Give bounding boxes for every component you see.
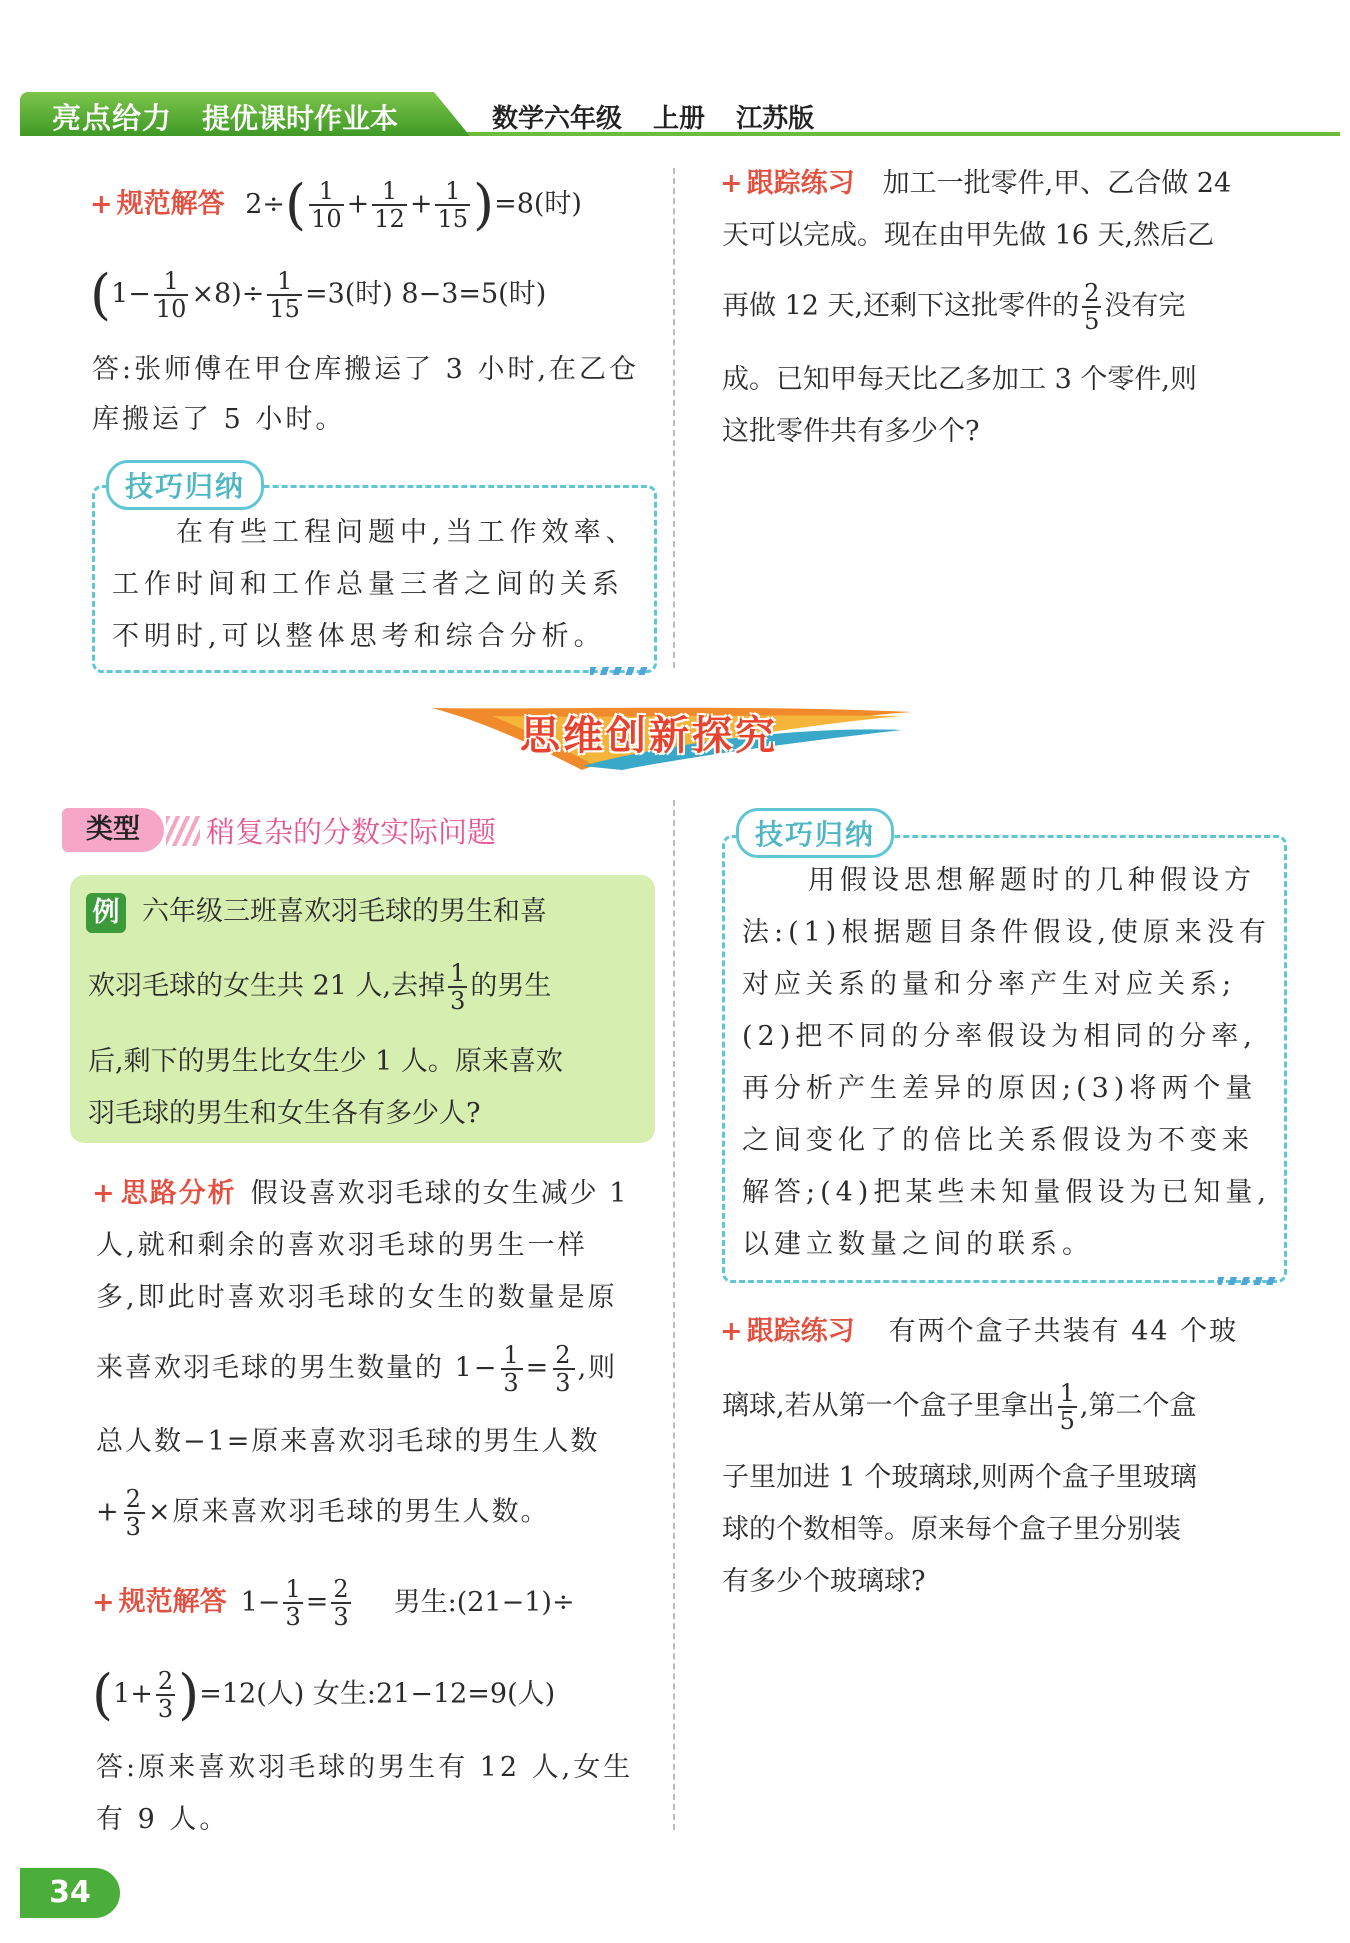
practice-2-text-1: 有两个盒子共装有 44 个玻 [888,1316,1239,1347]
fraction-1-15: $\frac{1}{15}$ [437,177,468,233]
plus-sign: + [409,188,433,220]
analysis-text-6: ×原来喜欢羽毛球的男生人数。 [147,1496,550,1528]
fraction-1-3: $\frac{1}{3}$ [450,959,466,1015]
plus-icon: + [92,1586,115,1618]
tip-tab-1: 技巧归纳 [106,460,264,510]
tip-2-line-7: 解答;(4)把某些未知量假设为已知量, [742,1177,1271,1208]
brand-name: 亮点给力 [52,101,173,135]
practice-1-text-3a: 再做 12 天,还剩下这批零件的 [722,290,1080,322]
fraction-2-5: $\frac{2}{5}$ [1084,279,1100,335]
practice-2-line-3: 子里加进 1 个玻璃球,则两个盒子里玻璃 [722,1462,1197,1493]
practice-2-line-1 [720,1306,1238,1358]
practice-2-line-5: 有多少个玻璃球? [722,1566,926,1597]
example-text-2b: 的男生 [470,970,552,1002]
series-name: 提优课时作业本 [202,102,399,135]
fraction-1-5: $\frac{1}{5}$ [1059,1379,1075,1435]
solution-label: 规范解答 [116,188,225,220]
times-eight: ×8)÷ [191,278,265,310]
column-divider-bottom [673,800,675,1830]
tip-1-line-3: 不明时,可以整体思考和综合分析。 [112,621,606,652]
type-tag: 类型 [62,808,164,852]
plus-icon: + [720,168,743,199]
example-text-2a: 欢羽毛球的女生共 21 人,去掉 [88,970,446,1002]
fraction-2-3: $\frac{2}{3}$ [157,1667,174,1723]
tip-2-line-3: 对应关系的量和分率产生对应关系; [742,969,1237,1000]
practice-1-line-5: 这批零件共有多少个? [722,416,980,447]
analysis-text-4b: ,则 [577,1352,618,1384]
solution-2-answer-2: 有 9 人。 [96,1804,230,1835]
fraction-1-3: $\frac{1}{3}$ [285,1575,301,1631]
answer-line-1: 答:张师傅在甲仓库搬运了 3 小时,在乙仓 [92,354,640,385]
practice-1-line-3 [722,280,1185,334]
fraction-1-3: $\frac{1}{3}$ [503,1341,521,1397]
page-number: 34 [20,1868,120,1918]
analysis-label: 思路分析 [120,1178,237,1209]
expr-prefix: 2÷ [245,188,286,220]
fraction-1-15: $\frac{1}{15}$ [269,267,300,323]
tip-1-line-2: 工作时间和工作总量三者之间的关系 [112,569,624,600]
plus-sign: + [96,1496,121,1528]
equals-sign: = [525,1352,551,1384]
tip-1-line-1: 在有些工程问题中,当工作效率、 [176,517,638,548]
type-slashes [166,816,200,846]
practice-1-line-2: 天可以完成。现在由甲先做 16 天,然后乙 [722,220,1215,251]
paren-open: ( [90,263,112,326]
plus-icon: + [720,1316,743,1347]
fraction-1-10: $\frac{1}{10}$ [155,267,187,323]
practice-1-line-1 [720,158,1231,210]
plus-sign: + [346,188,370,220]
fraction-2-3: $\frac{2}{3}$ [125,1485,143,1541]
solution-line-1 [90,173,582,236]
tip-tab-2: 技巧归纳 [736,808,894,858]
practice-2-text-2a: 璃球,若从第一个盒子里拿出 [722,1390,1055,1422]
analysis-text-4a: 来喜欢羽毛球的男生数量的 1− [96,1352,499,1384]
solution-2-text-2b: =12(人) 女生:21−12=9(人) [199,1678,556,1710]
tip-2-line-5: 再分析产生差异的原因;(3)将两个量 [742,1073,1258,1104]
expr-result-2: =3(时) 8−3=5(时) [304,278,547,310]
example-line-2 [88,960,551,1014]
plus-icon: + [92,1178,117,1209]
tip-2-line-2: 法:(1)根据题目条件假设,使原来没有 [742,917,1271,948]
paren-close: ) [178,1663,200,1726]
practice-1-text-1: 加工一批零件,甲、乙合做 24 [882,168,1232,199]
paren-open: ( [285,173,307,236]
analysis-line-3: 多,即此时喜欢羽毛球的女生的数量是原 [96,1282,618,1313]
plus-icon: + [90,188,113,220]
solution-2-text-1c: 男生:(21−1)÷ [393,1586,575,1618]
practice-2-label: 跟踪练习 [746,1316,855,1347]
practice-2-line-4: 球的个数相等。原来每个盒子里分别装 [722,1514,1181,1545]
analysis-line-5: 总人数−1=原来喜欢羽毛球的男生人数 [96,1426,600,1457]
equals-sign: = [305,1586,329,1618]
practice-1-label: 跟踪练习 [746,168,855,199]
practice-2-line-2 [722,1380,1196,1434]
example-line-1: 六年级三班喜欢羽毛球的男生和喜 [142,896,547,927]
analysis-line-1 [92,1168,628,1220]
solution-2-line-1 [92,1576,575,1630]
analysis-line-6 [96,1486,550,1540]
paren-close: ) [473,173,495,236]
solution-2-label: 规范解答 [118,1586,227,1618]
tip-2-stripes [1218,1277,1278,1285]
analysis-line-4 [96,1342,617,1396]
practice-2-text-2b: ,第二个盒 [1079,1390,1197,1422]
fraction-2-3: $\frac{2}{3}$ [555,1341,573,1397]
solution-2-answer-1: 答:原来喜欢羽毛球的男生有 12 人,女生 [96,1752,634,1783]
expr-result: =8(时) [494,188,582,220]
tip-2-line-8: 以建立数量之间的联系。 [742,1229,1094,1260]
answer-line-2: 库搬运了 5 小时。 [92,404,346,435]
tip-1-stripes [590,667,650,675]
tip-2-line-4: (2)把不同的分率假设为相同的分率, [742,1021,1257,1052]
solution-2-line-2 [92,1663,556,1726]
fraction-2-3: $\frac{2}{3}$ [333,1575,349,1631]
column-divider-top [673,168,675,668]
tip-2-line-6: 之间变化了的倍比关系假设为不变来 [742,1125,1254,1156]
practice-1-text-3b: 没有完 [1104,290,1186,322]
tip-2-line-1: 用假设思想解题时的几种假设方 [808,865,1256,896]
example-line-3: 后,剩下的男生比女生少 1 人。原来喜欢 [88,1046,563,1077]
fraction-1-12: $\frac{1}{12}$ [374,177,405,233]
one-plus: 1+ [113,1678,153,1710]
practice-1-line-4: 成。已知甲每天比乙多加工 3 个零件,则 [722,364,1197,395]
example-line-4: 羽毛球的男生和女生各有多少人? [88,1098,481,1129]
analysis-text-1: 假设喜欢羽毛球的女生减少 1 [250,1178,629,1209]
fraction-1-10: $\frac{1}{10}$ [311,177,342,233]
type-title: 稍复杂的分数实际问题 [206,815,497,849]
section-banner-title: 思维创新探究 [520,713,778,759]
paren-open: ( [92,1663,114,1726]
analysis-line-2: 人,就和剩余的喜欢羽毛球的男生一样 [96,1230,588,1261]
subject-title: 数学六年级 上册 江苏版 [492,104,815,134]
one-minus: 1− [240,1586,281,1618]
solution-line-2 [90,263,547,326]
one-minus: 1− [111,278,151,310]
example-tag: 例 [86,893,126,933]
